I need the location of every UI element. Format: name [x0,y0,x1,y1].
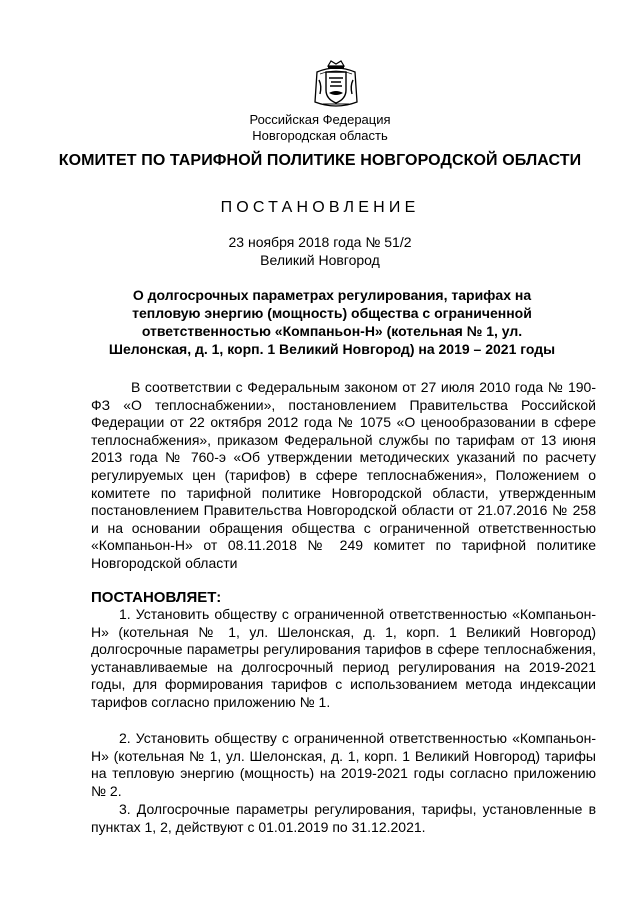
coat-of-arms-icon [311,58,361,110]
region-line: Новгородская область [252,128,388,143]
country-line: Российская Федерация [249,112,391,127]
committee-title: КОМИТЕТ ПО ТАРИФНОЙ ПОЛИТИКЕ НОВГОРОДСКОЙ ОБЛАСТИ [58,152,582,169]
clause-3: 3. Долгосрочные параметры регулирования, тарифы, установленные в пунктах 1, 2, действуют с 01.01.2019 по 31.12.2021. [91,801,596,835]
resolution-subject: О долгосрочных параметрах регулирования, тарифах на тепловую энергию (мощность) общества с ограниченной ответственностью «Компаньон-Н» (котельная № 1, ул. Шелонская, д. 1, корп. 1 Великий Новгород) на 2019 – 2021 годы [108,287,556,357]
resolve-heading: ПОСТАНОВЛЯЕТ: [91,589,222,606]
clause-1: 1. Установить обществу с ограниченной ответственностью «Компаньон-Н» (котельная № 1, ул. Шелонская, д. 1, корп. 1 Великий Новгород) долгосрочные параметры регулирования тарифов в сфере теплоснабжения, устанавливаемые на долгосрочный период регулирования на 2019-2021 годы, для формирования тарифов с использованием метода индексации тарифов согласно приложению № 1. [91,606,596,710]
clause-2: 2. Установить обществу с ограниченной ответственностью «Компаньон-Н» (котельная № 1, ул. Шелонская, д. 1, корп. 1 Великий Новгород) тарифы на тепловую энергию (мощность) на 2019-2021 годы согласно приложению № 2. [91,730,596,799]
city: Великий Новгород [260,252,380,268]
preamble-paragraph: В соответствии с Федеральным законом от 27 июля 2010 года № 190-ФЗ «О теплоснабжении», постановлением Правительства Российской Федерации от 22 октября 2012 года № 1075 «О ценообразовании в сфере теплоснабжения», приказом Федеральной службы по тарифам от 13 июня 2013 года № 760-э «Об утверждении методических указаний по расчету регулируемых цен (тарифов) в сфере теплоснабжения», Положением о комитете по тарифной политике Новгородской области, утвержденным постановлением Правительства Новгородской области от 21.07.2016 № 258 и на основании обращения общества с ограниченной ответственностью «Компаньон-Н» от 08.11.2018 № 249 комитет по тарифной политике Новгородской области [91,379,596,571]
document-type: ПОСТАНОВЛЕНИЕ [220,199,420,216]
date-number: 23 ноября 2018 года № 51/2 [228,234,412,250]
